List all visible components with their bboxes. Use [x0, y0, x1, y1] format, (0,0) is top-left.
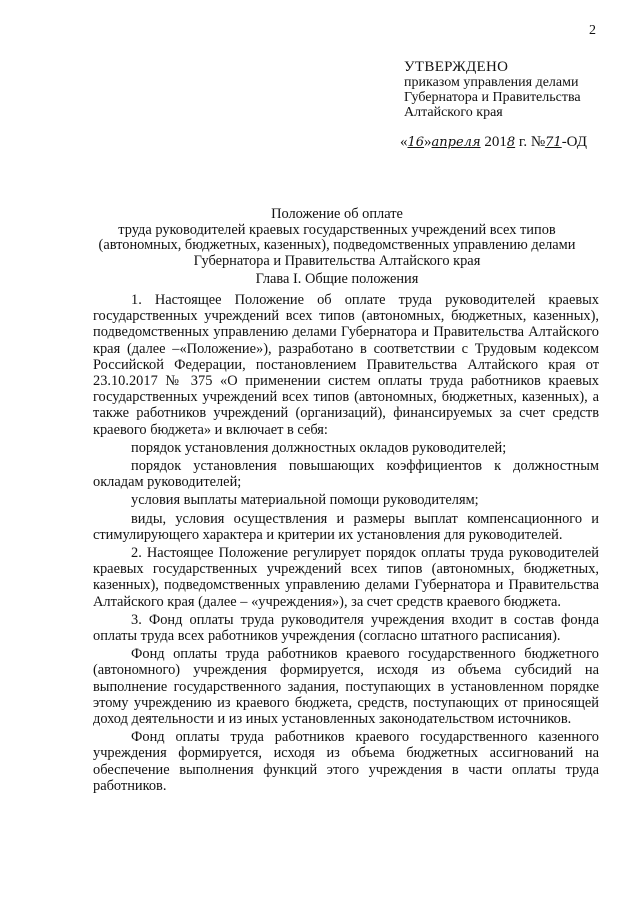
order-suffix: -ОД — [561, 134, 587, 150]
order-month: апреля — [431, 135, 481, 150]
order-date-number — [400, 134, 587, 151]
order-year-prefix: 201 — [484, 134, 507, 150]
list-item: порядок установления должностных окладов руководителей; — [131, 439, 507, 456]
paragraph: 1. Настоящее Положение об оплате труда руководителей краевых государственных учреждений всех типов (автономных, бюджетных, казенных), подведомственных управлению делами Губернатора и Правительства Алтайского края (далее –«Положение»), разработано в соответствии с Трудовым кодексом Российской Федерации, постановлением Правительства Алтайского края от 23.10.2017 № 375 «О применении систем оплаты труда работников краевых государственных учреждений всех типов (автономных, бюджетных, казенных), а также работников учреждений (организаций), финансируемых за счет средств краевого бюджета» и включает в себя: — [93, 292, 599, 438]
list-item: условия выплаты материальной помощи руководителям; — [131, 492, 479, 509]
order-year-word: г. № — [515, 134, 546, 150]
document-title — [82, 207, 592, 269]
approval-line: Алтайского края — [404, 105, 503, 120]
paragraph: 2. Настоящее Положение регулирует порядок оплаты труда руководителей краевых государственных учреждений всех типов (автономных, бюджетных, казенных), подведомственных управлению делами Губернатора и Правительства Алтайского края (далее – «учреждения»), за счет средств краевого бюджета. — [93, 545, 599, 610]
open-quote: « — [400, 134, 408, 150]
list-item: виды, условия осуществления и размеры выплат компенсационного и стимулирующего характера и критерии их установления для руководителей. — [93, 510, 599, 543]
document-body — [93, 292, 599, 796]
approval-stamp — [404, 60, 581, 120]
paragraph: Фонд оплаты труда работников краевого государственного казенного учреждения формируется, исходя из объема бюджетных ассигнований на обеспечение выполнения функций этого учреждения в части оплаты труда работников. — [93, 729, 599, 794]
approval-line: приказом управления делами — [404, 75, 579, 90]
order-year-suffix: 8 — [506, 135, 516, 150]
list-item: порядок установления повышающих коэффициентов к должностным окладам руководителей; — [93, 458, 599, 491]
paragraph: Фонд оплаты труда работников краевого государственного бюджетного (автономного) учреждения формируется, исходя из объема субсидий на выполнение государственного задания, поступающих в установленном порядке этому учреждению из краевого бюджета, средств, поступающих от приносящей доход деятельности и из иных установленных законодательством источников. — [93, 646, 599, 728]
order-day: 16 — [407, 135, 425, 150]
page-number: 2 — [589, 23, 596, 38]
approval-line: Губернатора и Правительства — [404, 90, 581, 105]
approval-heading: УТВЕРЖДЕНО — [404, 59, 509, 75]
paragraph: 3. Фонд оплаты труда руководителя учреждения входит в состав фонда оплаты труда всех работников учреждения (согласно штатного расписания). — [93, 611, 599, 645]
close-quote: » — [424, 134, 432, 150]
chapter-heading: Глава I. Общие положения — [255, 271, 419, 287]
title-line-2: труда руководителей краевых государственных учреждений всех типов (автономных, бюджетных, казенных), подведомственных управлению делами Губернатора и Правительства Алтайского края — [98, 221, 576, 269]
title-line-1: Положение об оплате — [271, 206, 403, 222]
order-number: 71 — [545, 135, 562, 150]
